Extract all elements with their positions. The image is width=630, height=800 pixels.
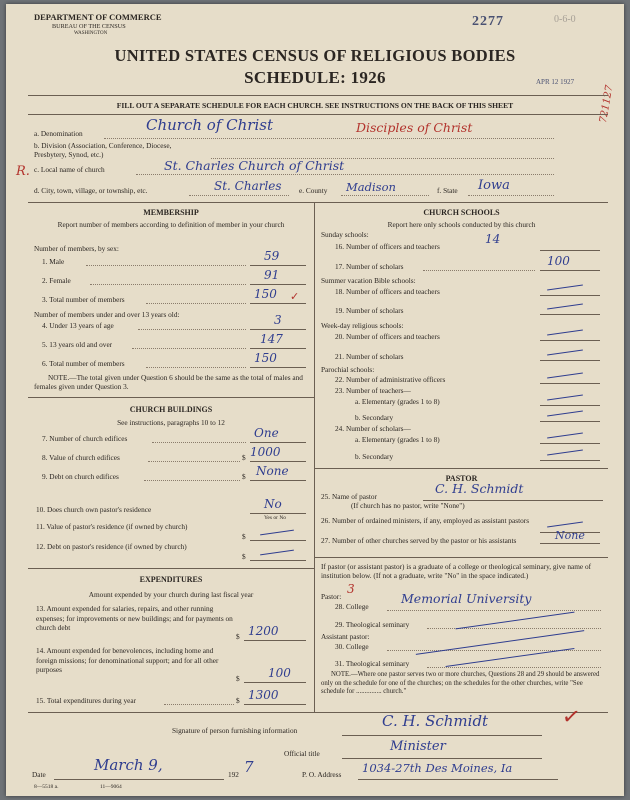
q25-hint: (If church has no pastor, write "None") xyxy=(351,501,465,510)
date-label: Date xyxy=(32,770,46,779)
dotted-line xyxy=(132,348,246,349)
answer-line xyxy=(250,367,306,368)
q8-value: 1000 xyxy=(250,445,281,459)
bureau-name: BUREAU OF THE CENSUS xyxy=(52,23,126,30)
q18-label: 18. Number of officers and teachers xyxy=(335,287,440,296)
rule xyxy=(315,557,608,558)
answer-line xyxy=(540,314,600,315)
signature-label: Signature of person furnishing information xyxy=(172,726,298,735)
answer-line xyxy=(250,329,306,330)
q15-value: 1300 xyxy=(248,688,279,702)
answer-line xyxy=(250,461,306,462)
q24a-label: a. Elementary (grades 1 to 8) xyxy=(355,435,440,444)
left-column xyxy=(28,202,314,712)
date-value: March 9, xyxy=(94,756,163,774)
official-title-label: Official title xyxy=(284,749,320,758)
q12-label: 12. Debt on pastor's residence (if owned by church) xyxy=(36,542,187,551)
bureau-city: WASHINGTON xyxy=(74,31,108,36)
year-value: 7 xyxy=(244,758,254,776)
q9-value: None xyxy=(256,464,289,478)
dash-mark xyxy=(547,303,583,309)
q5-value: 147 xyxy=(260,332,283,346)
answer-line xyxy=(342,735,542,736)
pastor-heading: PASTOR xyxy=(445,474,478,483)
local-name-label: c. Local name of church xyxy=(34,165,105,174)
q3-label: 3. Total number of members xyxy=(42,295,125,304)
q4-value: 3 xyxy=(274,313,282,327)
membership-heading: MEMBERSHIP xyxy=(143,208,199,217)
schools-intro: Report here only schools conducted by this church xyxy=(387,220,536,229)
dollar-sign: $ xyxy=(242,552,246,561)
dotted-line xyxy=(146,303,246,304)
q24-label: 24. Number of scholars— xyxy=(335,424,411,433)
weekday-schools: Week-day religious schools: xyxy=(321,321,404,330)
q9-label: 9. Debt on church edifices xyxy=(42,472,119,481)
dotted-line xyxy=(341,195,429,196)
q26-label: 26. Number of ordained ministers, if any, employed as assistant pastors xyxy=(321,516,530,525)
buildings-intro: See instructions, paragraphs 10 to 12 xyxy=(117,418,225,427)
expenditures-intro: Amount expended by your church during last fiscal year xyxy=(88,590,254,599)
q25-label: 25. Name of pastor xyxy=(321,492,377,501)
q10-hint: Yes or No xyxy=(264,515,287,521)
denomination-value: Church of Christ xyxy=(146,116,273,134)
answer-line xyxy=(540,543,600,544)
answer-line xyxy=(250,284,306,285)
county-label: e. County xyxy=(299,186,328,195)
answer-line xyxy=(250,560,306,561)
division-label: b. Division (Association, Conference, Diocese, Presbytery, Synod, etc.) xyxy=(34,141,172,159)
q30-label: 30. College xyxy=(335,642,369,651)
q13-value: 1200 xyxy=(248,624,279,638)
q7-label: 7. Number of church edifices xyxy=(42,434,128,443)
faint-code: 0-6-0 xyxy=(554,14,576,25)
dollar-sign: $ xyxy=(242,532,246,541)
state-value: Iowa xyxy=(478,178,510,193)
q6-value: 150 xyxy=(254,351,277,365)
assistant-pastor-label: Assistant pastor: xyxy=(321,632,370,641)
schools-heading: CHURCH SCHOOLS xyxy=(423,208,500,217)
rule xyxy=(28,568,314,569)
answer-line xyxy=(540,405,600,406)
received-date-stamp: APR 12 1927 xyxy=(536,78,575,86)
answer-line xyxy=(54,779,224,780)
dotted-line xyxy=(104,138,554,139)
answer-line xyxy=(540,295,600,296)
dollar-sign: $ xyxy=(236,632,240,641)
q10-value: No xyxy=(264,497,282,511)
address-label: P. O. Address xyxy=(302,770,342,779)
census-schedule-form xyxy=(6,4,624,796)
dotted-line xyxy=(148,461,240,462)
county-value: Madison xyxy=(346,180,396,194)
q29-label: 29. Theological seminary xyxy=(335,620,410,629)
q1-label: 1. Male xyxy=(42,257,65,266)
q24b-label: b. Secondary xyxy=(355,452,394,461)
dotted-line xyxy=(427,667,601,668)
q15-label: 15. Total expenditures during year xyxy=(36,696,137,705)
dotted-line xyxy=(427,628,601,629)
dotted-line xyxy=(146,367,246,368)
dotted-line xyxy=(423,270,535,271)
q28-label: 28. College xyxy=(335,602,369,611)
q13-label: 13. Amount expended for salaries, repairs, and other running expenses; for improvements or new buildings; and for payments on church debt xyxy=(36,604,233,632)
q27-value: None xyxy=(555,529,585,542)
denomination-red-value: Disciples of Christ xyxy=(356,120,473,135)
city-label: d. City, town, village, or township, etc. xyxy=(34,186,148,195)
right-column xyxy=(315,202,608,712)
answer-line xyxy=(540,460,600,461)
summer-schools: Summer vacation Bible schools: xyxy=(321,276,416,285)
graduation-note: If pastor (or assistant pastor) is a graduate of a college or theological seminary, give name of institution below. (If not a graduate, write "No" in the space indicated.) xyxy=(321,562,592,580)
membership-intro: Report number of members according to definition of member in your church xyxy=(57,220,285,229)
answer-line xyxy=(358,779,558,780)
answer-line xyxy=(250,540,306,541)
dash-mark xyxy=(547,432,583,438)
q6-label: 6. Total number of members xyxy=(42,359,125,368)
print-number: 11—9064 xyxy=(100,784,122,790)
dotted-line xyxy=(189,195,289,196)
dotted-line xyxy=(468,195,554,196)
q14-label: 14. Amount expended for benevolences, including home and foreign missions; for denominational support; and for all other purposes xyxy=(36,646,219,674)
denomination-label: a. Denomination xyxy=(34,129,83,138)
instruction-banner: FILL OUT A SEPARATE SCHEDULE FOR EACH CHURCH. SEE INSTRUCTIONS ON THE BACK OF THIS SHEET xyxy=(116,101,514,110)
dotted-line xyxy=(90,284,246,285)
dotted-line xyxy=(136,174,554,175)
dollar-sign: $ xyxy=(236,696,240,705)
expenditures-heading: EXPENDITURES xyxy=(139,575,203,584)
dash-mark xyxy=(547,329,583,335)
q25-value: C. H. Schmidt xyxy=(435,481,524,496)
dotted-line xyxy=(387,610,601,611)
parochial-schools: Parochial schools: xyxy=(321,365,375,374)
dash-mark xyxy=(547,284,583,290)
department-name: DEPARTMENT OF COMMERCE xyxy=(34,12,162,22)
q17-label: 17. Number of scholars xyxy=(335,262,404,271)
signature-value: C. H. Schmidt xyxy=(382,712,489,730)
q23a-label: a. Elementary (grades 1 to 8) xyxy=(355,397,440,406)
q21-label: 21. Number of scholars xyxy=(335,352,404,361)
answer-line xyxy=(244,704,306,705)
q19-label: 19. Number of scholars xyxy=(335,306,404,315)
form-title: UNITED STATES CENSUS OF RELIGIOUS BODIES xyxy=(114,46,516,65)
membership-note: NOTE.—The total given under Question 6 should be the same as the total of males and females given under Question 3. xyxy=(34,373,303,391)
rule xyxy=(28,712,608,713)
pastor-number-mark: 3 xyxy=(347,582,355,596)
answer-line xyxy=(250,303,306,304)
q23b-label: b. Secondary xyxy=(355,413,394,422)
answer-line xyxy=(540,421,600,422)
q1-value: 59 xyxy=(264,249,280,263)
dash-mark xyxy=(547,449,583,455)
q22-label: 22. Number of administrative officers xyxy=(335,375,446,384)
answer-line xyxy=(540,360,600,361)
q14-value: 100 xyxy=(268,666,291,680)
dash-mark xyxy=(260,530,294,536)
dash-mark xyxy=(456,612,575,630)
q20-label: 20. Number of officers and teachers xyxy=(335,332,440,341)
dollar-sign: $ xyxy=(242,472,246,481)
q3-value: 150 xyxy=(254,287,277,301)
answer-line xyxy=(244,682,306,683)
state-label: f. State xyxy=(437,186,458,195)
q2-value: 91 xyxy=(264,268,280,282)
check-mark: ✓ xyxy=(290,291,300,303)
year-prefix: 192 xyxy=(228,770,239,779)
answer-line xyxy=(540,383,600,384)
dotted-line xyxy=(387,650,601,651)
q2-label: 2. Female xyxy=(42,276,71,285)
approval-check-mark: ✓ xyxy=(560,702,583,731)
q27-label: 27. Number of other churches served by the pastor or his assistants xyxy=(321,536,517,545)
dotted-line xyxy=(138,329,246,330)
dotted-line xyxy=(144,480,240,481)
dollar-sign: $ xyxy=(242,453,246,462)
pastor-note: NOTE.—Where one pastor serves two or more churches, Questions 28 and 29 should be answered only on the schedule for one of the churches; on the schedules for the other churches, write "See schedule for ............... church." xyxy=(321,671,600,695)
q7-value: One xyxy=(254,426,279,440)
address-value: 1034-27th Des Moines, Ia xyxy=(362,761,513,775)
city-value: St. Charles xyxy=(214,179,282,193)
q16-label: 16. Number of officers and teachers xyxy=(335,242,440,251)
form-subtitle: SCHEDULE: 1926 xyxy=(244,68,386,87)
age-intro: Number of members under and over 13 years old: xyxy=(34,310,180,319)
answer-line xyxy=(540,270,600,271)
dollar-sign: $ xyxy=(236,674,240,683)
answer-line xyxy=(250,265,306,266)
q23-label: 23. Number of teachers— xyxy=(335,386,411,395)
q5-label: 5. 13 years old and over xyxy=(42,340,113,349)
answer-line xyxy=(540,250,600,251)
answer-line xyxy=(423,500,603,501)
rule xyxy=(28,95,608,96)
q8-label: 8. Value of church edifices xyxy=(42,453,120,462)
answer-line xyxy=(342,758,542,759)
q10-label: 10. Does church own pastor's residence xyxy=(36,505,152,514)
rule xyxy=(28,397,314,398)
rule xyxy=(315,468,608,469)
margin-mark: R. xyxy=(16,164,30,179)
local-name-value: St. Charles Church of Christ xyxy=(164,158,345,173)
dotted-line xyxy=(86,265,246,266)
dash-mark xyxy=(547,349,583,355)
dotted-line xyxy=(164,704,234,705)
pastor-label: Pastor: xyxy=(321,592,342,601)
q31-label: 31. Theological seminary xyxy=(335,659,410,668)
buildings-heading: CHURCH BUILDINGS xyxy=(129,405,213,414)
q4-label: 4. Under 13 years of age xyxy=(42,321,114,330)
answer-line xyxy=(250,442,306,443)
q17-value: 100 xyxy=(547,254,570,268)
stamp-number: 2277 xyxy=(472,14,504,29)
dash-mark xyxy=(547,521,583,527)
dash-mark xyxy=(416,630,584,655)
dash-mark xyxy=(547,394,583,400)
official-title-value: Minister xyxy=(390,739,446,754)
answer-line xyxy=(540,443,600,444)
q11-label: 11. Value of pastor's residence (if owned by church) xyxy=(36,522,188,531)
dash-mark xyxy=(547,410,583,416)
rule xyxy=(28,114,608,115)
form-number: 8—5518 a. xyxy=(34,784,59,790)
dash-mark xyxy=(260,550,294,556)
answer-line xyxy=(250,513,306,514)
handwritten-code: 721127 xyxy=(598,84,616,124)
sunday-schools: Sunday schools: xyxy=(321,230,369,239)
members-by-sex: Number of members, by sex: xyxy=(34,244,119,253)
dotted-line xyxy=(152,442,246,443)
answer-line xyxy=(540,340,600,341)
answer-line xyxy=(250,480,306,481)
answer-line xyxy=(250,348,306,349)
q28-value: Memorial University xyxy=(401,591,532,606)
answer-line xyxy=(244,640,306,641)
q16-value: 14 xyxy=(485,232,501,246)
dash-mark xyxy=(547,372,583,378)
